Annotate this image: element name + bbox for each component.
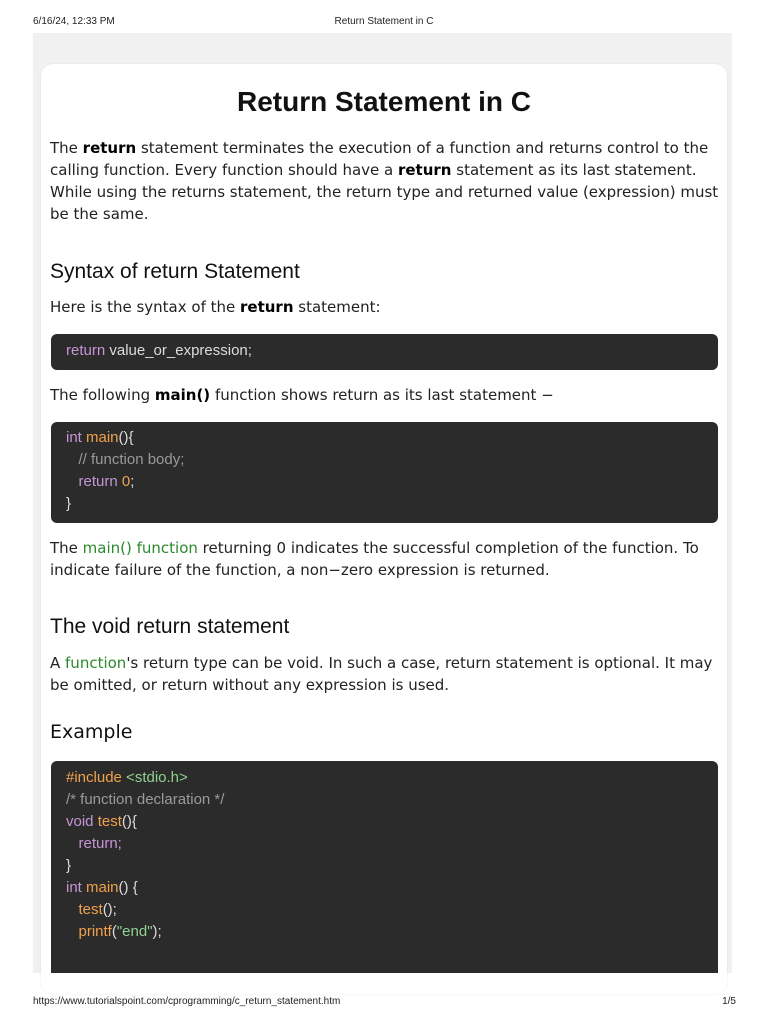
code-keyword: return	[66, 342, 106, 359]
void-text-2: 's return type can be void. In such a case, return statement is optional. It may be omitted, or return without any expression is used.	[50, 654, 713, 694]
code-keyword: int	[66, 879, 82, 896]
syntax-intro	[50, 296, 720, 318]
code-line	[66, 811, 137, 833]
code-number: 0	[117, 473, 131, 490]
main-function-link[interactable]: main() function	[82, 539, 198, 557]
code-preprocessor: #include	[66, 769, 122, 786]
code-text: ();	[102, 901, 117, 918]
code-text: (	[111, 923, 117, 940]
code-line	[66, 921, 162, 943]
main-note	[50, 537, 720, 581]
syntax-intro-text-2: statement:	[293, 298, 381, 316]
code-comment: // function body;	[66, 451, 185, 468]
void-paragraph	[50, 652, 720, 696]
code-header: <stdio.h>	[121, 769, 188, 786]
main-note-text-2: returning 0 indicates the successful completion of the function. To indicate failure of the function, a non−zero expression is returned.	[50, 539, 699, 579]
print-header	[0, 16, 768, 30]
main-intro-text-1: The following	[50, 386, 155, 404]
code-function: test	[66, 901, 103, 918]
main-code-block[interactable]	[51, 422, 718, 523]
code-text: () {	[118, 879, 138, 896]
intro-bold-2: return	[397, 161, 452, 179]
void-text-1: A	[50, 654, 66, 672]
code-function: printf	[66, 923, 112, 940]
code-function: main	[81, 879, 119, 896]
code-line	[66, 340, 252, 362]
print-page-number: 1/5	[722, 996, 736, 1007]
code-text: (){	[121, 813, 137, 830]
code-line	[66, 767, 188, 789]
code-function: test	[93, 813, 122, 830]
example-heading: Example	[50, 721, 133, 743]
print-url: https://www.tutorialspoint.com/cprogramming/c_return_statement.htm	[33, 996, 341, 1007]
function-link[interactable]: function	[65, 654, 127, 672]
code-line	[66, 427, 134, 449]
syntax-heading: Syntax of return Statement	[50, 260, 300, 283]
code-line	[66, 877, 138, 899]
code-keyword: void	[66, 813, 94, 830]
void-heading: The void return statement	[50, 615, 290, 638]
code-function: main	[81, 429, 119, 446]
example-code-block[interactable]	[51, 761, 718, 973]
syntax-intro-bold: return	[240, 298, 294, 316]
main-intro-text-2: function shows return as its last statement −	[210, 386, 554, 404]
syntax-intro-text-1: Here is the syntax of the	[50, 298, 241, 316]
intro-text-3: statement as its last statement. While using the returns statement, the return type and returned value (expression) must be the same.	[50, 161, 719, 223]
code-string: "end"	[116, 923, 153, 940]
intro-bold-1: return	[82, 139, 137, 157]
code-line	[66, 899, 117, 921]
code-line	[66, 471, 134, 493]
code-line: }	[66, 857, 72, 874]
page-title: Return Statement in C	[236, 86, 532, 117]
code-text: value_or_expression;	[105, 342, 252, 359]
syntax-code-block[interactable]	[51, 334, 718, 370]
main-intro-bold: main()	[154, 386, 211, 404]
code-line: return;	[66, 835, 122, 852]
print-doc-title: Return Statement in C	[334, 16, 434, 27]
code-text: );	[152, 923, 162, 940]
code-line: }	[66, 495, 72, 512]
print-datetime: 6/16/24, 12:33 PM	[33, 16, 115, 27]
print-footer	[0, 996, 768, 1010]
code-text: ;	[130, 473, 135, 490]
code-text: (){	[118, 429, 134, 446]
code-keyword: int	[66, 429, 82, 446]
intro-paragraph	[50, 137, 720, 225]
main-note-text-1: The	[50, 539, 83, 557]
intro-text-2: statement terminates the execution of a function and returns control to the calling function. Every function should have a	[50, 139, 709, 179]
code-comment: /* function declaration */	[66, 791, 225, 808]
code-keyword: return	[66, 473, 118, 490]
main-intro	[50, 384, 720, 406]
intro-text-1: The	[50, 139, 83, 157]
